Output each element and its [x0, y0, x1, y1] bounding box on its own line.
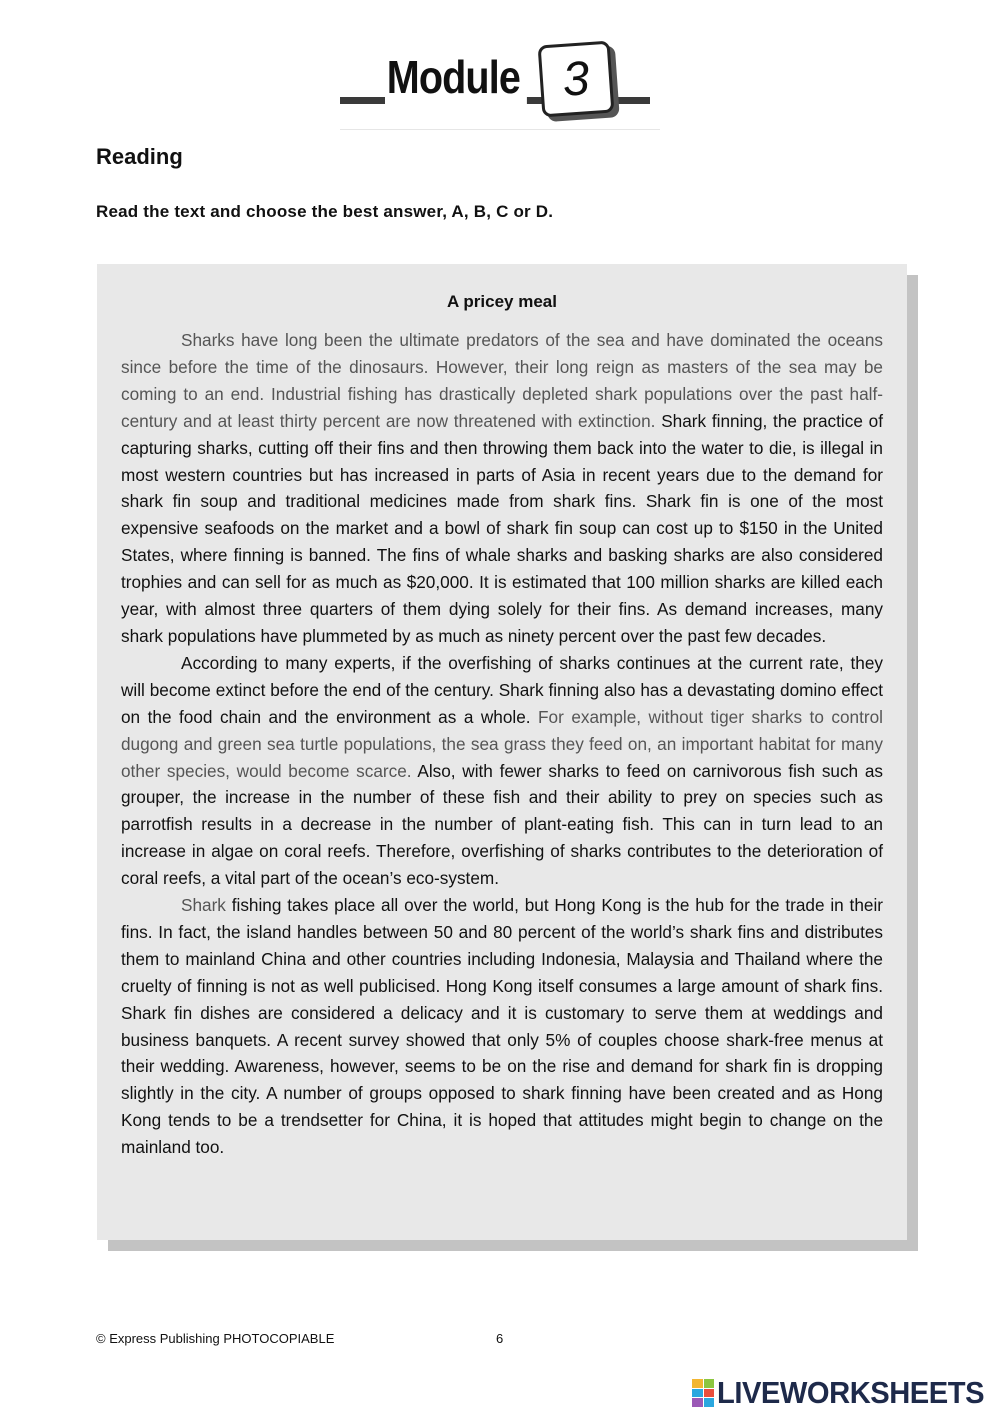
page-number: 6 [496, 1331, 504, 1346]
instructions: Read the text and choose the best answer, A, B, C or D. [96, 202, 554, 221]
module-label: Module [385, 50, 527, 104]
paragraph-3 [121, 892, 883, 1161]
paragraph-1 [121, 327, 883, 650]
module-header [340, 38, 660, 133]
liveworksheets-wordmark: LIVEWORKSHEETS [717, 1375, 985, 1410]
article-title: A pricey meal [447, 292, 557, 311]
section-title: Reading [96, 144, 183, 169]
article-body [121, 327, 883, 1161]
paragraph-1-rest: Shark finning, the practice of capturing sharks, cutting off their fins and then throwing them back into the water to die, is illegal in most western countries but has increased in parts of Asia in recent years due to the demand for shark fin soup and traditional medicines made from shark fins. Shark fin is one of the most expensive seafoods on the market and a bowl of shark fin soup can cost up to $150 in the United States, where finning is banned. The fins of whale sharks and basking sharks are also considered trophies and can sell for as much as $20,000. It is estimated that 100 million sharks are killed each year, with almost three quarters of them dying solely for their fins. As demand increases, many shark populations have plummeted by as much as ninety percent over the past few decades. [121, 410, 884, 646]
paragraph-1-faint: Sharks have long been the ultimate predators of the sea and have dominated the oceans since before the time of the dinosaurs. However, their long reign as masters of the sea may be coming to an end. Industrial fishing has drastically depleted shark populations over the past half-century and at least thirty percent are now threatened with extinction. [121, 330, 883, 431]
module-number-box: 3 [538, 41, 615, 118]
paragraph-3-faint: Shark [181, 895, 226, 916]
paragraph-2-end: Also, with fewer sharks to feed on carnivorous fish such as grouper, the increase in the number of these fish and their ability to prey on species such as parrotfish results in a decrease in the number of plant-eating fish. This can in turn lead to an increase in algae on coral reefs. Therefore, overfishing of sharks contributes to the deterioration of coral reefs, a vital part of the ocean’s eco-system. [121, 760, 883, 889]
paragraph-2 [121, 650, 883, 892]
liveworksheets-icon [692, 1379, 714, 1407]
header-divider [340, 129, 660, 130]
paragraph-2-faint: For example, without tiger sharks to control dugong and green sea turtle populations, the sea grass they feed on, an important habitat for many other species, would become scarce. [121, 706, 883, 781]
paragraph-2-start: According to many experts, if the overfishing of sharks continues at the current rate, they will become extinct before the end of the century. Shark finning also has a devastating domino effect on the food chain and the environment as a whole. [121, 652, 883, 727]
liveworksheets-logo[interactable] [692, 1375, 1000, 1411]
copyright-notice: © Express Publishing PHOTOCOPIABLE [96, 1331, 335, 1346]
paragraph-3-rest: fishing takes place all over the world, but Hong Kong is the hub for the trade in their fins. In fact, the island handles between 50 and 80 percent of the world’s shark fins and distributes them to mainland China and other countries including Indonesia, Malaysia and Thailand where the cruelty of finning is not as well publicised. Hong Kong itself consumes a large amount of shark fins. Shark fin dishes are considered a delicacy and it is customary to serve them at weddings and business banquets. A recent survey showed that only 5% of couples choose shark-free menus at their wedding. Awareness, however, seems to be on the rise and demand for shark fin is dropping slightly in the city. A number of groups opposed to shark finning have been created and as Hong Kong tends to be a trendsetter for China, it is hoped that attitudes might begin to change on the mainland too. [121, 895, 883, 1158]
